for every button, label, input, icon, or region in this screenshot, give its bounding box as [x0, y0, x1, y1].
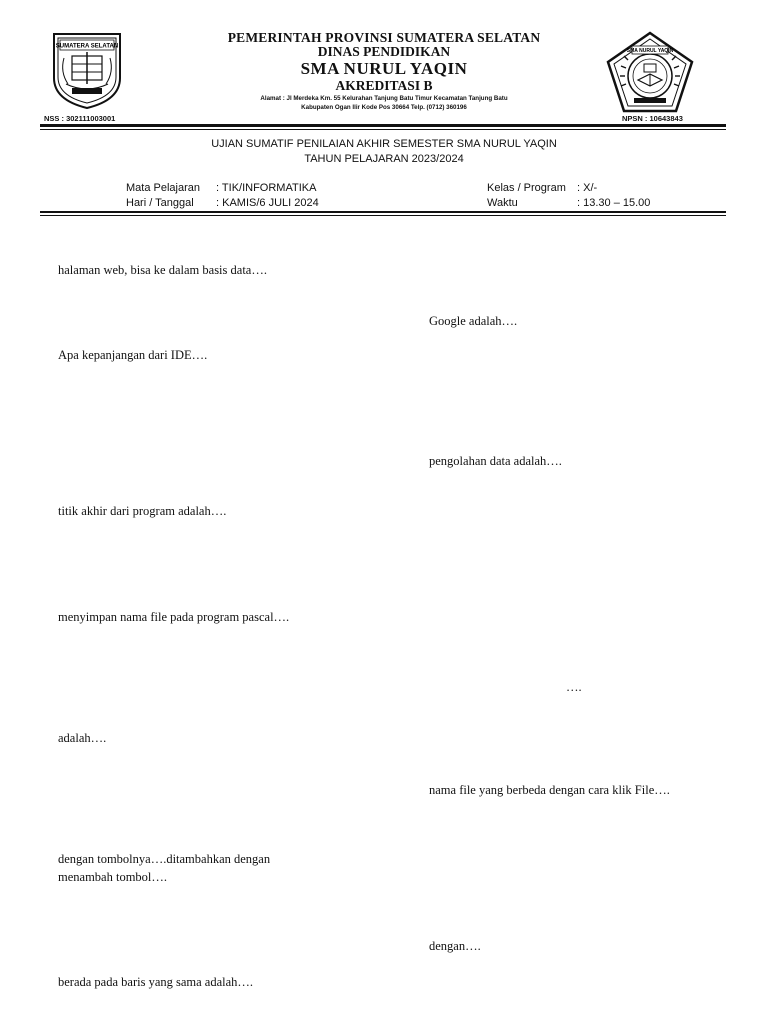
date-value: : KAMIS/6 JULI 2024 [216, 197, 319, 209]
department-name: DINAS PENDIDIKAN [317, 44, 451, 59]
svg-text:SMA NURUL YAQIN: SMA NURUL YAQIN [626, 48, 674, 54]
time-label: Waktu [487, 197, 518, 209]
exam-title-line-2: TAHUN PELAJARAN 2023/2024 [304, 153, 464, 165]
government-name: PEMERINTAH PROVINSI SUMATERA SELATAN [227, 30, 541, 45]
info-divider-thin [40, 215, 726, 216]
question-text: menambah tombol…. [58, 870, 168, 884]
npsn-number: NPSN : 10643843 [622, 114, 683, 123]
class-value: : X/- [577, 182, 598, 194]
time-value: : 13.30 – 15.00 [577, 197, 651, 209]
nss-number: NSS : 302111003001 [44, 114, 116, 123]
question-text: pengolahan data adalah…. [429, 454, 562, 468]
address-line-2: Kabupaten Ogan Ilir Kode Pos 30664 Telp. (0712) 360196 [301, 104, 467, 111]
date-row [126, 196, 319, 211]
question-text: …. [566, 680, 582, 694]
accreditation: AKREDITASI B [335, 78, 433, 93]
subject-value: : TIK/INFORMATIKA [216, 182, 317, 194]
subject-label: Mata Pelajaran [126, 182, 200, 194]
exam-title [0, 137, 768, 167]
class-label: Kelas / Program [487, 182, 566, 194]
question-text: titik akhir dari program adalah…. [58, 504, 227, 518]
date-label: Hari / Tanggal [126, 197, 194, 209]
subject-row [126, 181, 316, 196]
class-row [487, 181, 597, 196]
question-text: Apa kepanjangan dari IDE…. [58, 348, 208, 362]
address-line-1: Alamat : Jl Merdeka Km. 55 Kelurahan Tanjung Batu Timur Kecamatan Tanjung Batu [260, 95, 508, 102]
header-divider-thin [40, 129, 726, 130]
question-text: adalah…. [58, 731, 107, 745]
question-text: halaman web, bisa ke dalam basis data…. [58, 263, 267, 277]
header-divider [40, 124, 726, 127]
info-divider [40, 211, 726, 213]
question-text: menyimpan nama file pada program pascal…. [58, 610, 290, 624]
question-text: nama file yang berbeda dengan cara klik File…. [429, 783, 670, 797]
question-text: dengan…. [429, 939, 481, 953]
letterhead [130, 30, 638, 112]
school-name: SMA NURUL YAQIN [300, 59, 468, 78]
time-row [487, 196, 650, 211]
question-text: Google adalah…. [429, 314, 518, 328]
question-text: berada pada baris yang sama adalah…. [58, 975, 254, 989]
svg-text:SUMATERA SELATAN: SUMATERA SELATAN [55, 43, 119, 50]
exam-title-line-1: UJIAN SUMATIF PENILAIAN AKHIR SEMESTER SMA NURUL YAQIN [211, 138, 557, 150]
provincial-emblem-logo [48, 28, 126, 110]
question-text: dengan tombolnya….ditambahkan dengan [58, 852, 271, 866]
